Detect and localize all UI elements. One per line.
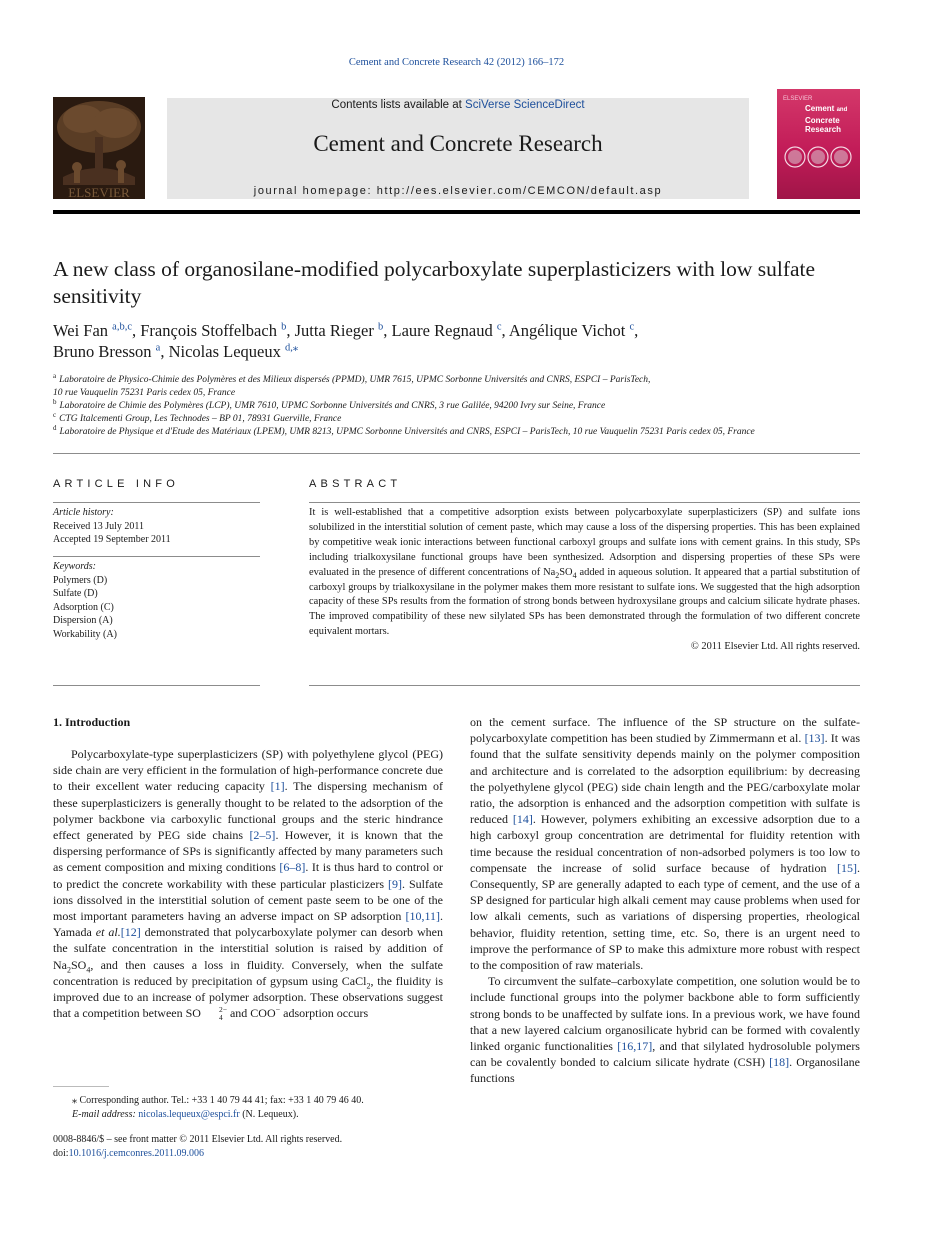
received-date: Received 13 July 2011 bbox=[53, 520, 145, 532]
abstract-heading: ABSTRACT bbox=[309, 478, 402, 490]
author-affiliation-marker[interactable]: b bbox=[378, 321, 384, 333]
citation-link[interactable]: [14] bbox=[512, 812, 533, 827]
body-column-right bbox=[470, 714, 860, 1087]
author-separator: , bbox=[286, 321, 295, 340]
footnote bbox=[53, 1094, 443, 1121]
citation-link[interactable]: [16,17] bbox=[617, 1039, 653, 1054]
corresponding-author: ⁎ Corresponding author. Tel.: +33 1 40 79 44 41; fax: +33 1 40 79 46 40. bbox=[72, 1095, 364, 1106]
accepted-date: Accepted 19 September 2011 bbox=[53, 534, 171, 545]
journal-reference[interactable]: Cement and Concrete Research 42 (2012) 166–172 bbox=[348, 57, 565, 68]
author-name: Nicolas Lequeux bbox=[168, 342, 281, 361]
paragraph: on the cement surface. The influence of the SP structure on the sulfate-polycarboxylate competition has been studied by Zimmermann et al. [13]. It was found that the sulfate sensitivity depends mainly on the polymer composition and architecture and is correlated to the adsorption equilibrium: by decreasing the polyethylene glycol (PEG) side chain length and the PEG/carboxylate molar ratio, the adsorption is enhanced and the adsorption competition with sulfate is reduced [14]. However, polymers exhibiting an excessive adsorption due to a high carboxyl group concentration are detrimental for fluidity retention with time because the residual concentration of non-adsorbed polymers is too low to compensate the increase of solid surface because of hydration [15]. Consequently, SP are generally adapted to each type of cement, and the use of a SP designed for particular high alkali cement may cause problems when used for low alkali cements, such as variations of dispersing properties, rheological behavior, fluidity retention, setting time, etc. So, there is an urgent need to improve the performance of SP to make this admixture more robust with respect to the composition of raw materials. bbox=[470, 715, 860, 973]
affiliations bbox=[53, 371, 860, 439]
author-separator: , bbox=[132, 321, 141, 340]
citation-link[interactable]: [1] bbox=[270, 779, 285, 794]
keyword-list bbox=[53, 574, 260, 642]
divider bbox=[309, 502, 860, 503]
affiliation bbox=[53, 410, 860, 426]
elsevier-logo bbox=[53, 97, 145, 199]
citation-link[interactable]: [9] bbox=[388, 876, 403, 891]
issn-line bbox=[53, 1133, 453, 1160]
affiliation-text: Laboratoire de Physique et d'Etude des Matériaux (LPEM), UMR 8213, UPMC Sorbonne Universités and CNRS, ESPCI – ParisTech, 10 rue Vauquelin 75231 Paris cedex 05, France bbox=[59, 427, 755, 437]
article-history bbox=[53, 506, 260, 547]
keywords-block bbox=[53, 560, 260, 641]
author-list bbox=[53, 320, 860, 362]
keyword: Polymers (D) bbox=[53, 574, 108, 586]
email-line: E-mail address: nicolas.lequeux@espci.fr (N. Lequeux). bbox=[72, 1108, 299, 1120]
affiliation-text: Laboratoire de Physico-Chimie des Polymères et des Milieux dispersés (PPMD), UMR 7615, UPMC Sorbonne Universités and CNRS, ESPCI – ParisTech, bbox=[59, 375, 651, 385]
journal-title: Cement and Concrete Research bbox=[313, 131, 603, 156]
author-name: Bruno Bresson bbox=[53, 342, 152, 361]
citation-link[interactable]: [18] bbox=[769, 1055, 790, 1070]
affiliation-key: c bbox=[53, 410, 57, 419]
cover-title: Cement and Concrete Research bbox=[805, 104, 848, 134]
abstract-text: It is well-established that a competitive adsorption exists between polycarboxylate superplasticizers (SP) and sulfate ions solubilized in the interstitial solution of cement paste, which may cause a loss of the dispersing properties. This has been explained by competitive weak ionic interactions between functional carboxyl groups and sulfate ions with cement grains. In this study, SPs including trialkoxysilane functional groups have been synthesized. Adsorption and dispersing properties of these SPs were evaluated in the presence of different concentrations of $Na_2SO_4$ added in aqueous solution. It appeared that a partial substitution of carboxyl groups by trialkoxysilane in the polymer makes them more resistant to sulfate ions. We suggested that the high adsorption capacity of these SPs results from the formation of strong bonds between hydroxysilane groups and calcium silicate hydrate phases. The improved compatibility of these new silylated SPs has been demonstrated through the formulation of two different concrete equivalent mortars. © 2011 Elsevier Ltd. All rights reserved. bbox=[309, 506, 860, 655]
journal-homepage[interactable]: journal homepage: http://ees.elsevier.com/CEMCON/default.asp bbox=[253, 185, 663, 197]
footnote-rule bbox=[53, 1086, 109, 1087]
author-separator: , bbox=[634, 321, 639, 340]
paragraph: Polycarboxylate-type superplasticizers (SP) with polyethylene glycol (PEG) side chain are very efficient in the formulation of high-performance concrete due to their excellent water reducing capacity [1]. The dispersing mechanism of these superplasticizers is generally thought to be related to the adsorption of the polymer backbone via carboxylic functional groups and the steric hindrance effect generated by PEG side chains [2–5]. However, it is known that the dispersing performance of SPs is significantly affected by many parameters such as cement composition and mixing conditions [6–8]. It is thus hard to control or to predict the concrete workability with these particular plasticizers [9]. Sulfate ions dissolved in the interstitial solution of cement paste seem to be one of the most important parameters having an adverse impact on SP adsorption [10,11]. Yamada et al.[12] demonstrated that polycarboxylate polymer can desorb when the sulfate concentration in the interstitial solution is raised by addition of $Na_2SO_4$, and then causes a loss in fluidity. Conversely, when the sulfate concentration is reduced by precipitation of gypsum using CaCl$_2$, the fluidity is improved due to an increase of polymer adsorption. These observations suggest that a competition between SO 2− 4 and COO− adsorption occurs bbox=[53, 747, 444, 1023]
citation-link[interactable]: [6–8] bbox=[279, 860, 306, 875]
keyword: Adsorption (C) bbox=[53, 601, 114, 613]
keyword: Workability (A) bbox=[53, 628, 117, 640]
citation-link[interactable]: [10,11] bbox=[405, 909, 440, 924]
divider bbox=[53, 453, 860, 454]
author-name: François Stoffelbach bbox=[140, 321, 277, 340]
journal-cover bbox=[777, 89, 860, 199]
front-matter: 0008-8846/$ – see front matter © 2011 Elsevier Ltd. All rights reserved. bbox=[53, 1134, 343, 1145]
keywords-label: Keywords: bbox=[53, 561, 96, 572]
copyright: © 2011 Elsevier Ltd. All rights reserved. bbox=[690, 641, 860, 653]
article-info-heading: ARTICLE INFO bbox=[53, 478, 179, 490]
author-affiliation-marker[interactable]: c bbox=[629, 321, 635, 333]
keyword: Sulfate (D) bbox=[53, 588, 98, 599]
author-name: Laure Regnaud bbox=[391, 321, 493, 340]
citation-link[interactable]: [2–5] bbox=[249, 828, 276, 843]
svg-text:ELSEVIER: ELSEVIER bbox=[68, 185, 130, 199]
affiliation-text: CTG Italcementi Group, Les Technodes – BP 01, 78931 Guerville, France bbox=[59, 414, 342, 424]
divider bbox=[53, 685, 260, 686]
author-separator: , bbox=[501, 321, 509, 340]
citation-link[interactable]: [15] bbox=[837, 860, 857, 875]
citation-link[interactable]: [12] bbox=[120, 925, 141, 940]
history-label: Article history: bbox=[53, 507, 114, 518]
email-link[interactable]: nicolas.lequeux@espci.fr bbox=[138, 1108, 240, 1120]
sciencedirect-link[interactable]: SciVerse ScienceDirect bbox=[465, 99, 585, 111]
svg-text:ELSEVIER: ELSEVIER bbox=[783, 96, 813, 102]
author-affiliation-marker[interactable]: a bbox=[155, 342, 161, 354]
divider bbox=[309, 685, 860, 686]
divider bbox=[53, 556, 260, 557]
paragraph: To circumvent the sulfate–carboxylate competition, one solution would be to include functional groups into the polymer backbone able to form sufficiently strong bonds to be unaffected by sulfate ions. In a previous work, we have found that a new layered calcium organosilicate hybrid can be formed with covalently linked organic functionalities [16,17], and that silylated hydrosoluble polymers can be covalently bonded to calcium silicate hydrate (CSH) [18]. Organosilane functions bbox=[470, 974, 861, 1086]
elsevier-tree-icon bbox=[53, 97, 145, 199]
divider bbox=[53, 502, 260, 503]
author-affiliation-marker[interactable]: d,⁎ bbox=[284, 342, 299, 354]
author-name: Wei Fan bbox=[53, 321, 109, 340]
doi-line: doi:10.1016/j.cemconres.2011.09.006 bbox=[53, 1147, 205, 1159]
affiliation-text: 10 rue Vauquelin 75231 Paris cedex 05, France bbox=[53, 388, 236, 398]
body-column-left bbox=[53, 746, 443, 1022]
author-name: Jutta Rieger bbox=[294, 321, 374, 340]
contents-prefix: Contents lists available at bbox=[331, 99, 466, 111]
affiliation bbox=[53, 423, 860, 439]
section-heading-introduction: 1. Introduction bbox=[53, 715, 131, 729]
affiliation bbox=[53, 397, 860, 413]
doi-link[interactable]: 10.1016/j.cemconres.2011.09.006 bbox=[68, 1147, 205, 1159]
author-affiliation-marker[interactable]: c bbox=[496, 321, 502, 333]
contents-line bbox=[167, 99, 749, 111]
citation-link[interactable]: [13] bbox=[804, 731, 825, 746]
author-name: Angélique Vichot bbox=[508, 321, 626, 340]
affiliation-key: a bbox=[53, 371, 57, 380]
affiliation-key: b bbox=[53, 397, 57, 406]
affiliation-key: d bbox=[53, 423, 57, 432]
author-affiliation-marker[interactable]: b bbox=[281, 321, 287, 333]
article-title: A new class of organosilane-modified polycarboxylate superplasticizers with low sulfate sensitivity bbox=[53, 257, 816, 308]
header-rule bbox=[53, 210, 860, 214]
author-separator: , bbox=[383, 321, 392, 340]
keyword: Dispersion (A) bbox=[53, 615, 113, 626]
affiliation-text: Laboratoire de Chimie des Polymères (LCP), UMR 7610, UPMC Sorbonne Universités and CNRS, 3 rue Galilée, 94200 Ivry sur Seine, France bbox=[59, 401, 606, 411]
author-affiliation-marker[interactable]: a,b,c bbox=[112, 321, 132, 333]
affiliation bbox=[53, 371, 860, 400]
author-separator: , bbox=[160, 342, 169, 361]
